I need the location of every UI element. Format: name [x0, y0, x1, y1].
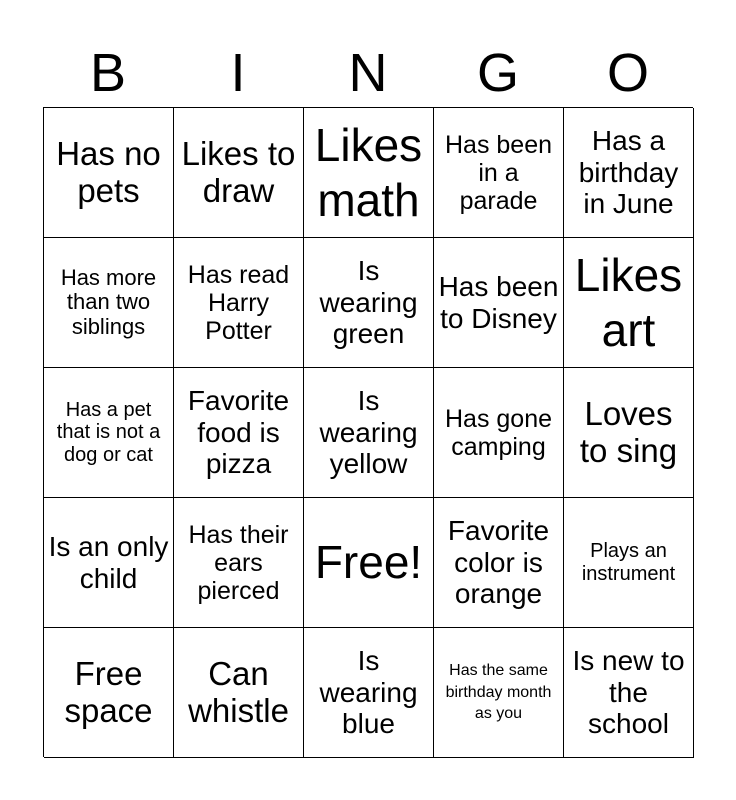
- cell-text: Is an only child: [48, 531, 169, 594]
- cell-text: Plays an instrument: [581, 540, 676, 585]
- bingo-cell-r3-c5[interactable]: [564, 368, 694, 498]
- cell-text: Has a birthday in June: [578, 125, 679, 220]
- bingo-cell-r2-c5[interactable]: [564, 238, 694, 368]
- cell-text: Likes math: [314, 119, 423, 226]
- cell-text: Has read Harry Potter: [187, 260, 290, 345]
- cell-text: Free space: [64, 654, 153, 729]
- cell-text: Is wearing green: [319, 255, 418, 350]
- bingo-cell-r4-c4[interactable]: [434, 498, 564, 628]
- bingo-cell-r3-c4[interactable]: [434, 368, 564, 498]
- header-letter-n: N: [348, 43, 388, 103]
- bingo-cell-r5-c4[interactable]: [434, 628, 564, 758]
- bingo-cell-r1-c5[interactable]: [564, 108, 694, 238]
- cell-text: Loves to sing: [579, 394, 678, 469]
- header-letter-g: G: [476, 43, 519, 103]
- bingo-cell-r1-c2[interactable]: [174, 108, 304, 238]
- cell-text: Has gone camping: [444, 404, 553, 461]
- cell-text: Likes art: [574, 249, 683, 356]
- cell-text: Free!: [314, 536, 423, 589]
- cell-text: Is wearing blue: [319, 645, 418, 740]
- bingo-cell-r3-c3[interactable]: [304, 368, 434, 498]
- bingo-cell-r4-c3[interactable]: [304, 498, 434, 628]
- cell-text: Has their ears pierced: [188, 520, 289, 605]
- cell-text: Has more than two siblings: [60, 264, 157, 339]
- bingo-cell-r3-c1[interactable]: [44, 368, 174, 498]
- cell-text: Likes to draw: [181, 134, 296, 209]
- cell-text: Has been to Disney: [438, 271, 559, 334]
- bingo-cell-r2-c2[interactable]: [174, 238, 304, 368]
- bingo-cell-r4-c2[interactable]: [174, 498, 304, 628]
- bingo-cell-r2-c3[interactable]: [304, 238, 434, 368]
- bingo-cell-r2-c1[interactable]: [44, 238, 174, 368]
- header-letter-b: B: [89, 43, 127, 103]
- bingo-cell-r1-c1[interactable]: [44, 108, 174, 238]
- bingo-cell-r3-c2[interactable]: [174, 368, 304, 498]
- header-letter-i: I: [230, 43, 246, 103]
- cell-text: Favorite color is orange: [447, 515, 550, 610]
- cell-text: Favorite food is pizza: [187, 385, 290, 480]
- bingo-cell-r1-c3[interactable]: [304, 108, 434, 238]
- cell-text: Can whistle: [188, 654, 289, 729]
- cell-text: Has no pets: [56, 134, 161, 209]
- bingo-cell-r5-c3[interactable]: [304, 628, 434, 758]
- bingo-cell-r1-c4[interactable]: [434, 108, 564, 238]
- cell-text: Is new to the school: [572, 645, 685, 740]
- bingo-grid: [43, 107, 693, 757]
- cell-text: Has the same birthday month as you: [445, 662, 552, 723]
- bingo-cell-r2-c4[interactable]: [434, 238, 564, 368]
- cell-text: Is wearing yellow: [319, 385, 418, 480]
- bingo-cell-r5-c5[interactable]: [564, 628, 694, 758]
- bingo-cell-r5-c1[interactable]: [44, 628, 174, 758]
- bingo-cell-r5-c2[interactable]: [174, 628, 304, 758]
- cell-text: Has been in a parade: [444, 130, 553, 215]
- bingo-cell-r4-c5[interactable]: [564, 498, 694, 628]
- cell-text: Has a pet that is not a dog or cat: [56, 398, 161, 466]
- header-letter-o: O: [606, 43, 649, 103]
- bingo-header: [43, 40, 693, 106]
- bingo-cell-r4-c1[interactable]: [44, 498, 174, 628]
